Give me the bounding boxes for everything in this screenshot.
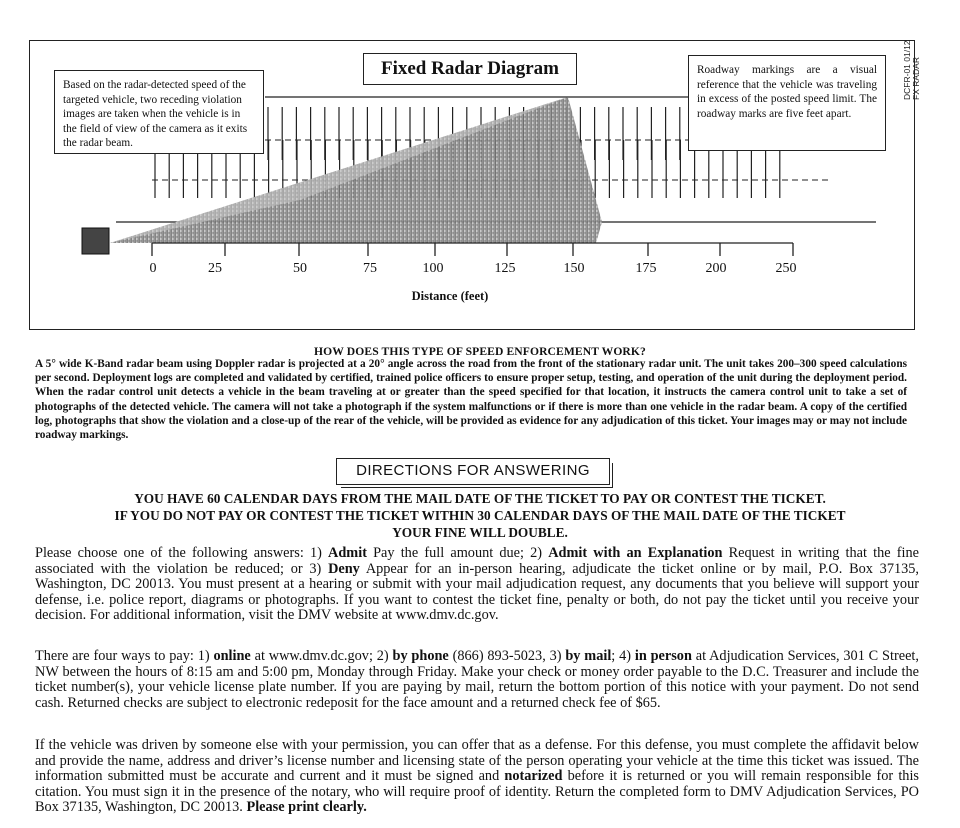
p1-text-1: Please choose one of the following answers: 1): [35, 545, 329, 561]
p2-text-1: There are four ways to pay: 1): [35, 648, 214, 664]
p2-bold-online: online: [213, 648, 251, 664]
radar-unit: [82, 228, 109, 254]
form-code-line2: FX RADAR: [911, 57, 921, 100]
how-body: A 5° wide K-Band radar beam using Doppler radar is projected at a 20° angle across the road from the front of the stationary radar unit. The unit takes 200–300 speed calculations per second. Deployment logs are completed and validated by certified, trained police officers to ensure proper setup, testing, and operation of the unit during the deployment period. When the radar control unit detects a vehicle in the beam traveling at or greater than the speed specified for that location, it instructs the camera control unit to take a set of photographs of the detected vehicle. The camera will not take a photograph if the system malfunctions or if there is more than one vehicle in the radar beam. A copy of the certified log, photographs that show the violation and a close-up of the rear of the vehicle, will be provided as evidence for any adjudication of this ticket. Your images may or may not include roadway markings.: [35, 358, 907, 442]
tick-label-250: 250: [775, 261, 797, 276]
p2-bold-by-mail: by mail: [565, 648, 612, 664]
warning-line-1: YOU HAVE 60 CALENDAR DAYS FROM THE MAIL DATE OF THE TICKET TO PAY OR CONTEST THE TICKET.: [134, 491, 826, 506]
p3-text-2: before it is returned or you will remain responsible for this citation. You must sign it in the presence of the notary, who will require proof of identity. Return the completed form to DMV Adjudication Services, PO Box 37135, Washington, DC 20013.: [35, 768, 919, 816]
right-callout: Roadway markings are a visual reference that the vehicle was traveling in excess of the posted speed limit. The roadway marks are five feet apart.: [688, 55, 886, 151]
tick-label-125: 125: [494, 261, 516, 276]
axis-ticks: [152, 243, 793, 256]
tick-label-25: 25: [208, 261, 222, 276]
p2-text-5: at Adjudication Services, 301 C Street, NW between the hours of 8:15 am and 5:00 pm, Monday through Friday. Make your check or money order payable to the D.C. Treasurer and include the ticket number(s), your vehicle license plate number. If you are paying by mail, return the bottom portion of this notice with your payment. Do not send cash. Returned checks are subject to electronic redeposit for the face amount and a returned check fee of $65.: [35, 648, 919, 711]
p1-bold-deny: Deny: [328, 560, 360, 577]
tick-label-200: 200: [705, 261, 727, 276]
p3-bold-notarized: notarized: [504, 768, 563, 785]
p2-text-3: (866) 893-5023, 3): [448, 648, 566, 664]
left-callout: Based on the radar-detected speed of the targeted vehicle, two receding violation images are taken when the vehicle is in the field of view of the camera as it exits the radar beam.: [54, 70, 264, 154]
p3-bold-print-clearly: Please print clearly.: [246, 799, 367, 816]
affidavit-paragraph: [35, 738, 919, 816]
p3-text-1: If the vehicle was driven by someone else with your permission, you can offer that as a defense. For this defense, you must complete the affidavit below and provide the name, address and driver’s license number and licensing state of the person operating your vehicle at the time this ticket was issued. The information submitted must be accurate and current and it must be signed and: [35, 737, 919, 785]
directions-heading: DIRECTIONS FOR ANSWERING: [336, 458, 610, 485]
p2-text-2: at www.dmv.dc.gov; 2): [250, 648, 393, 664]
form-code-line1: DCFR-01 01/12: [902, 40, 912, 100]
p1-text-2: Pay the full amount due; 2): [366, 545, 549, 561]
p2-text-4: ; 4): [611, 648, 635, 664]
warning-line-3: YOUR FINE WILL DOUBLE.: [392, 525, 568, 540]
tick-label-175: 175: [635, 261, 657, 276]
form-code: [903, 30, 943, 100]
how-heading: HOW DOES THIS TYPE OF SPEED ENFORCEMENT WORK?: [314, 345, 646, 358]
tick-label-150: 150: [563, 261, 585, 276]
tick-label-0: 0: [149, 261, 157, 276]
p1-bold-admit-explanation: Admit with an Explanation: [548, 545, 723, 561]
payment-paragraph: [35, 649, 919, 711]
warning-line-2: IF YOU DO NOT PAY OR CONTEST THE TICKET WITHIN 30 CALENDAR DAYS OF THE MAIL DATE OF THE TICKET: [114, 508, 846, 523]
tick-label-100: 100: [422, 261, 444, 276]
p2-bold-by-phone: by phone: [392, 648, 449, 664]
tick-label-50: 50: [293, 261, 307, 276]
p1-text-3: Request in writing that the fine associated with the violation be reduced; or 3): [35, 545, 919, 577]
axis-label: Distance (feet): [411, 289, 489, 303]
answer-options-paragraph: [35, 546, 919, 624]
diagram-title: Fixed Radar Diagram: [363, 53, 577, 85]
p2-bold-in-person: in person: [634, 648, 692, 664]
p1-text-4: Appear for an in-person hearing, adjudicate the ticket online or by mail, P.O. Box 37135, Washington, DC 20013. You must present at a hearing or submit with your mail adjudication request, any documents that you believe will support your defense, i.e. police report, diagrams or photographs. If you want to contest the ticket fine, penalty or both, do not pay the ticket until you receive your decision. For additional information, visit the DMV website at www.dmv.dc.gov.: [35, 560, 919, 624]
tick-label-75: 75: [363, 261, 377, 276]
p1-bold-admit: Admit: [328, 545, 367, 561]
